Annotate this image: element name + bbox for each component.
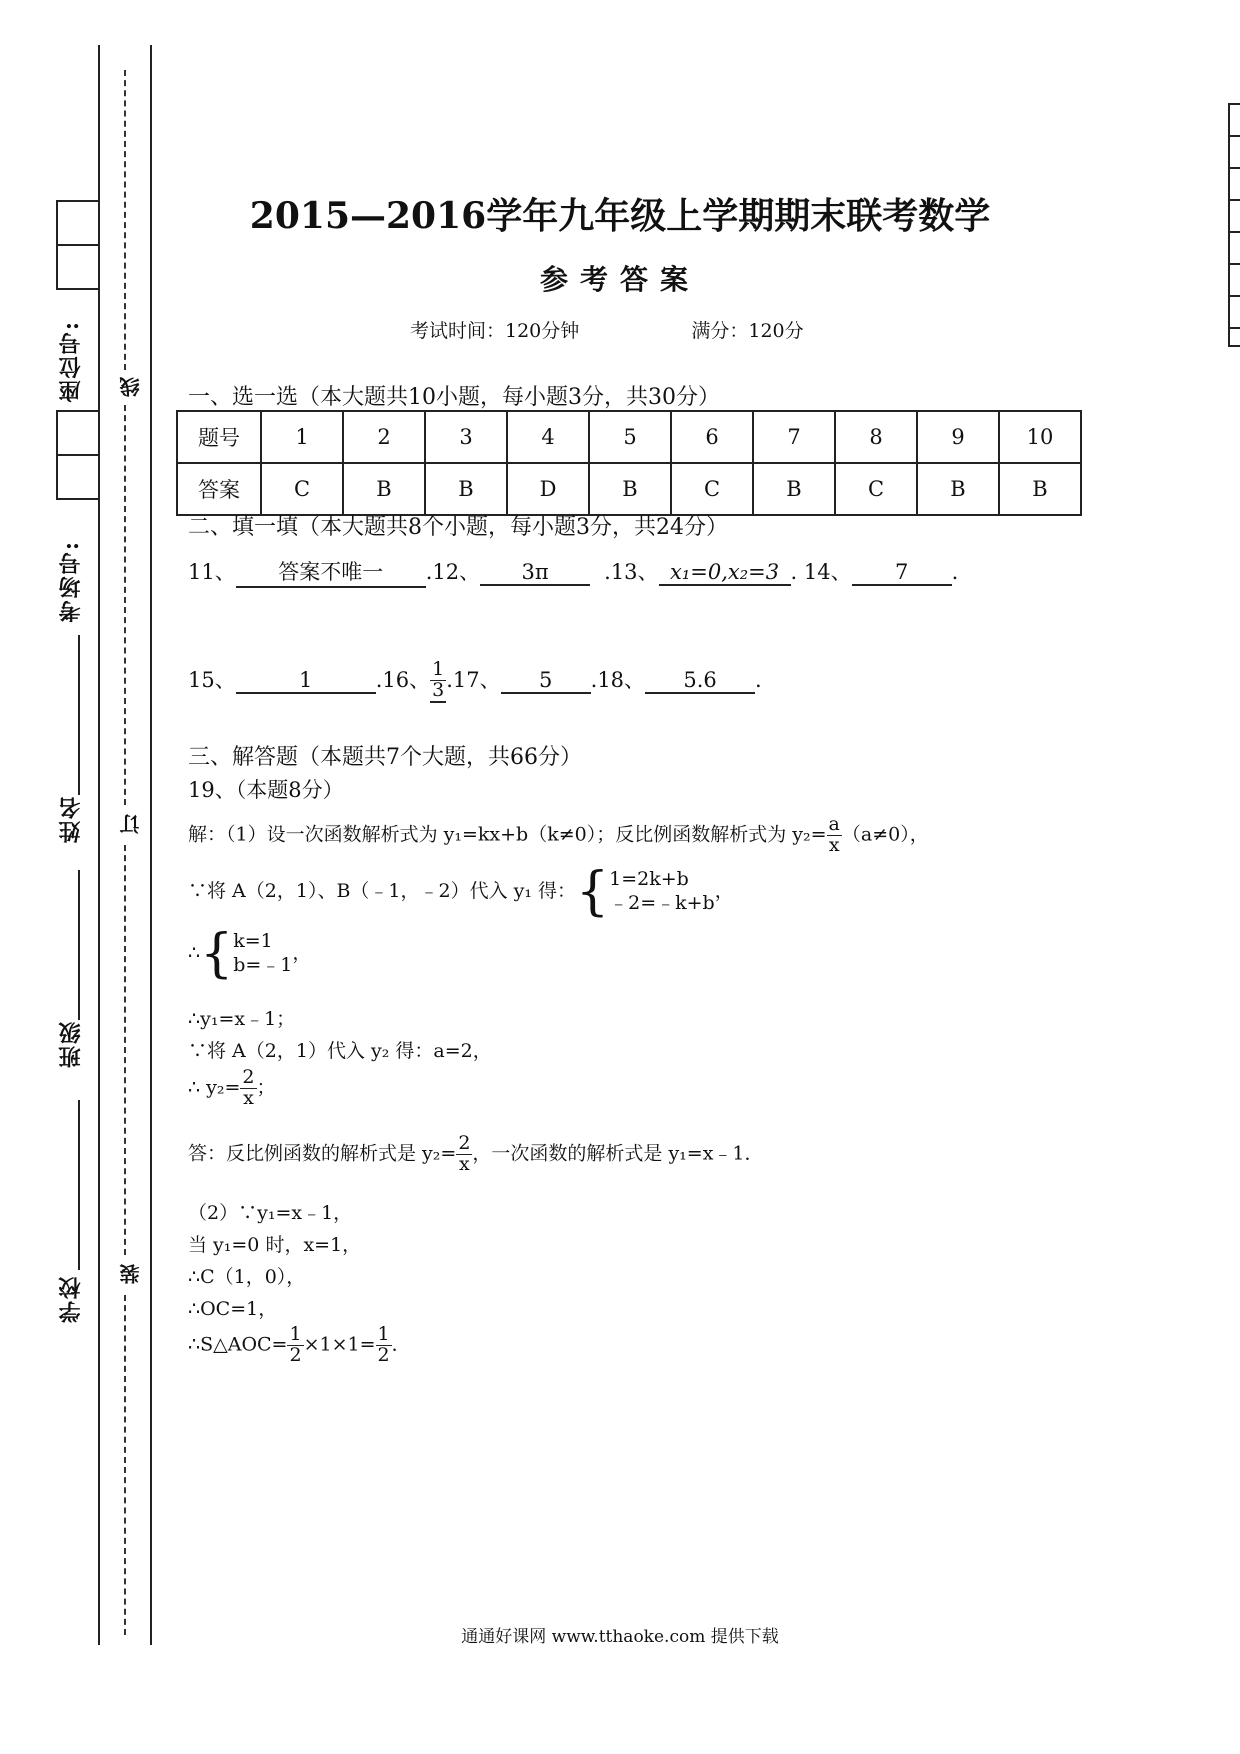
q19-heading: 19、（本题8分）: [188, 778, 344, 802]
question-number-cell: 8: [835, 411, 917, 463]
question-number-cell: 9: [917, 411, 999, 463]
sol-line-9: 当 y₁=0 时，x=1，: [188, 1234, 362, 1256]
sol-l1-text: 解：（1）设一次函数解析式为 y₁=kx+b（k≠0）；反比例函数解析式为 y₂=: [188, 823, 827, 846]
answer-cell: B: [589, 463, 671, 515]
sol-l2-system: [576, 862, 715, 922]
cut-line-label: 线: [119, 375, 143, 397]
q13-label: .13、: [604, 560, 659, 584]
fill-line-2: [188, 660, 762, 703]
sol-l7-num: 2: [458, 1132, 471, 1154]
question-number-cell: 4: [507, 411, 589, 463]
sol-l3-eq2: b=﹣1: [233, 954, 293, 976]
sol-l12-den2: 2: [377, 1343, 390, 1366]
seat-label: 座位号:: [58, 320, 84, 403]
q11-answer: 答案不唯一: [236, 556, 426, 588]
cut-bind-label: 订: [119, 812, 143, 834]
row-label-number: 题号: [177, 411, 261, 463]
question-number-cell: 6: [671, 411, 753, 463]
sol-l6-text: ∴ y₂=: [188, 1076, 241, 1099]
cut-pack-label: 装: [119, 1262, 143, 1284]
sol-l1-num: a: [828, 813, 840, 835]
sol-l3-text: ∴: [188, 942, 201, 964]
question-number-cell: 7: [753, 411, 835, 463]
sol-l7-den: x: [459, 1152, 470, 1175]
q14-answer: 7: [852, 560, 952, 586]
room-label: 考场号:: [58, 540, 84, 623]
sol-l12-text: ∴S△AOC=: [188, 1333, 288, 1356]
answer-table: [176, 410, 1082, 516]
q14-label: . 14、: [790, 560, 852, 584]
page-title: 2015—2016学年九年级上学期期末联考数学: [249, 195, 991, 237]
cut-dash-lower: [124, 845, 126, 1255]
page-footer: 通通好课网 www.tthaoke.com 提供下载: [461, 1627, 779, 1647]
sol-l6-end: ；: [256, 1076, 276, 1099]
answer-cell: B: [753, 463, 835, 515]
question-number-cell: 5: [589, 411, 671, 463]
q18-label: .18、: [590, 667, 646, 692]
q13-answer: x₁=0,x₂=3: [659, 560, 791, 586]
sol-l12-den1: 2: [289, 1343, 302, 1366]
exam-time: 考试时间：120分钟: [410, 320, 580, 342]
row-label-answer: 答案: [177, 463, 261, 515]
sol-l12-num1: 1: [289, 1323, 302, 1345]
q16-answer-fraction: [430, 660, 446, 703]
answer-cell: C: [261, 463, 343, 515]
q12-answer: 3π: [480, 560, 590, 586]
class-label: 班级: [58, 1020, 84, 1068]
cut-dash-mid: [124, 405, 126, 805]
room-underline: [78, 635, 80, 795]
answer-cell: B: [425, 463, 507, 515]
sol-line-11: ∴OC=1，: [188, 1298, 278, 1320]
sol-l7-text: 答：反比例函数的解析式是 y₂=: [188, 1142, 457, 1165]
sol-l12-mid: ×1×1=: [303, 1333, 376, 1356]
sol-l12-num2: 1: [377, 1323, 390, 1345]
sol-l6-fraction: [240, 1068, 256, 1109]
section2-heading: 二、填一填（本大题共8个小题，每小题3分，共24分）: [188, 515, 728, 540]
answer-cell: B: [999, 463, 1081, 515]
fill-line-1: [188, 556, 958, 588]
section1-heading: 一、选一选（本大题共10小题，每小题3分，共30分）: [188, 385, 720, 410]
sol-l2-end: ，: [714, 880, 734, 902]
question-number-cell: 10: [999, 411, 1081, 463]
answer-table-row-answers: [177, 463, 1081, 515]
sol-l1-end: （a≠0），: [841, 823, 929, 846]
q18-end: .: [755, 667, 762, 692]
class-underline: [78, 1100, 80, 1270]
sol-l1-fraction: [827, 815, 842, 856]
answer-cell: D: [507, 463, 589, 515]
sol-line-4: ∴y₁=x﹣1；: [188, 1008, 296, 1030]
sol-l7-fraction: [456, 1134, 472, 1175]
sol-l12-end: ．: [391, 1333, 411, 1356]
answer-cell: C: [835, 463, 917, 515]
answer-table-row-numbers: [177, 411, 1081, 463]
name-label: 姓名: [58, 795, 84, 843]
q18-answer: 5.6: [645, 668, 755, 694]
exam-info: [410, 316, 804, 343]
question-number-cell: 3: [425, 411, 507, 463]
name-underline: [78, 870, 80, 1020]
answer-cell: B: [917, 463, 999, 515]
q15-label: 15、: [188, 667, 236, 692]
q17-answer: 5: [501, 668, 591, 694]
q17-label: .17、: [446, 667, 501, 692]
sol-line-6: [188, 1068, 276, 1109]
sol-l12-fraction-1: [287, 1325, 303, 1366]
sol-l3-end: ，: [292, 942, 312, 964]
sol-l7-end: ，一次函数的解析式是 y₁=x﹣1．: [472, 1142, 764, 1165]
page-subtitle: 参考答案: [539, 263, 700, 296]
question-number-cell: 1: [261, 411, 343, 463]
answer-cell: C: [671, 463, 753, 515]
sol-line-7: [188, 1134, 764, 1175]
q12-label: .12、: [425, 560, 481, 584]
question-number-cell: 2: [343, 411, 425, 463]
school-label: 学校: [58, 1275, 84, 1323]
sol-line-1: [188, 815, 929, 856]
seat-box-divider-1: [56, 244, 100, 246]
q15-answer: 1: [236, 668, 376, 694]
sol-l3-eq1: k=1: [233, 930, 273, 953]
q16-label: .16、: [375, 667, 431, 692]
full-score: 满分：120分: [691, 320, 804, 342]
sol-l2-eq1: 1=2k+b: [609, 868, 689, 891]
q16-denominator: 3: [432, 678, 445, 701]
answer-cell: B: [343, 463, 425, 515]
sol-l6-den: x: [243, 1086, 254, 1109]
cut-dash-bottom: [124, 1295, 126, 1635]
room-box-divider: [56, 454, 100, 456]
sol-l2-text: ∵将 A（2，1）、B（﹣1，﹣2）代入 y₁ 得：: [188, 880, 577, 902]
sol-line-10: ∴C（1，0），: [188, 1266, 306, 1288]
sol-line-12: [188, 1325, 411, 1366]
sol-l12-fraction-2: [376, 1325, 392, 1366]
brace-icon: {: [576, 862, 610, 922]
sol-line-5: ∵将 A（2，1）代入 y₂ 得：a=2，: [188, 1040, 492, 1062]
sol-l3-system: [200, 924, 293, 984]
sol-l1-den: x: [828, 833, 840, 856]
q11-label: 11、: [188, 560, 236, 584]
sol-line-8: （2）∵y₁=x﹣1，: [188, 1202, 353, 1224]
sol-line-2: [188, 862, 734, 922]
sol-line-3: [188, 924, 312, 984]
sol-l6-num: 2: [242, 1066, 255, 1088]
section3-heading: 三、解答题（本题共7个大题，共66分）: [188, 745, 582, 770]
q16-numerator: 1: [432, 658, 445, 680]
sol-l2-eq2: ﹣2=﹣k+b: [609, 892, 715, 914]
q14-end: .: [951, 560, 959, 584]
brace-icon: {: [200, 924, 234, 984]
